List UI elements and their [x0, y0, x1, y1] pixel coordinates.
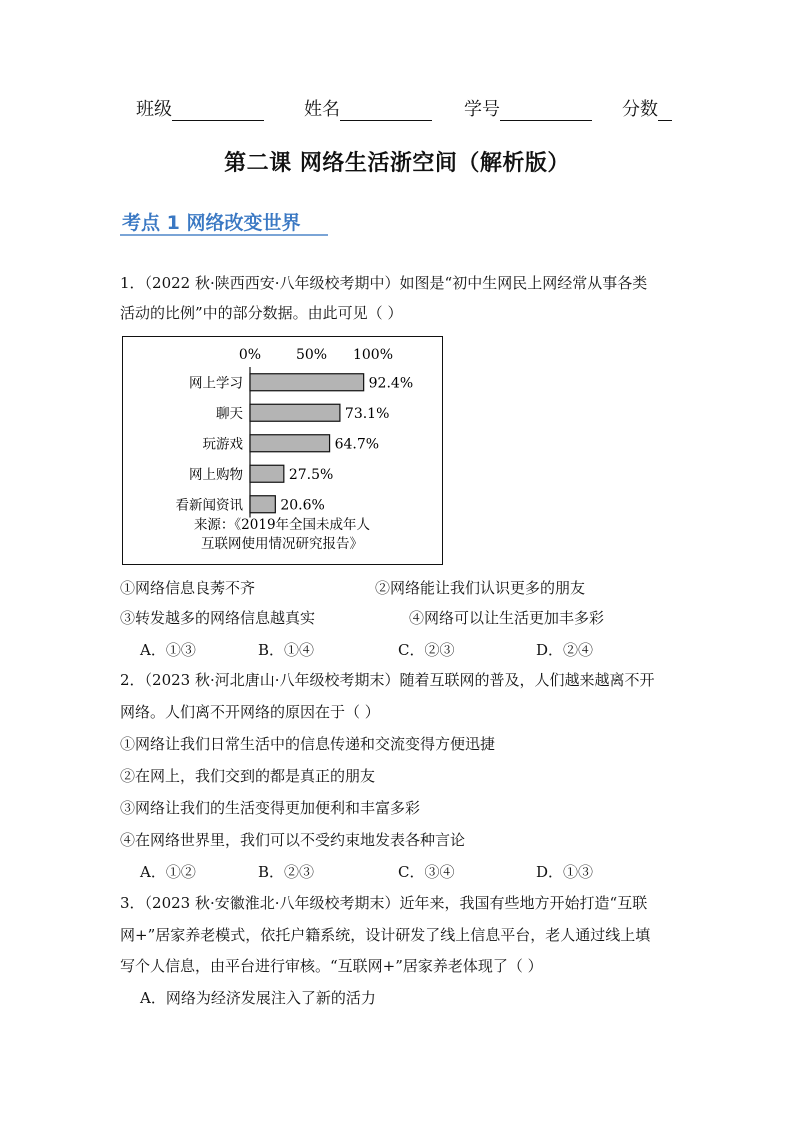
chart-category-label: 网上学习	[189, 375, 243, 392]
chart-canvas	[123, 337, 441, 563]
chart-value-label: 73.1%	[344, 405, 390, 422]
class-label: 班级	[136, 99, 172, 120]
q2-stem-line1: 2．（2023 秋·河北唐山·八年级校考期末）随着互联网的普及，人们越来越离不开	[120, 671, 655, 689]
chart-bar	[250, 496, 275, 513]
q3-choice-a[interactable]: A．网络为经济发展注入了新的活力	[140, 989, 376, 1007]
q1-choice-a[interactable]: A．①③	[140, 641, 196, 659]
q2-choice-c[interactable]: C．③④	[398, 863, 455, 881]
survey-bar-chart	[122, 336, 443, 565]
student-id-label: 学号	[464, 99, 500, 120]
chart-tick-label: 0%	[238, 347, 262, 363]
q3-stem-line2: 网+”居家养老模式，依托户籍系统，设计研发了线上信息平台，老人通过线上填	[120, 926, 651, 944]
chart-tick-label: 100%	[352, 347, 394, 363]
chart-bar	[250, 465, 284, 482]
q3-stem-line3: 写个人信息，由平台进行审核。“互联网+”居家养老体现了（ ）	[120, 957, 543, 975]
q1-option-2: ②网络能让我们认识更多的朋友	[375, 579, 586, 597]
q1-option-3: ③转发越多的网络信息越真实	[120, 609, 316, 627]
q1-stem-line2: 活动的比例”中的部分数据。由此可见（ ）	[120, 304, 403, 322]
q1-choice-b[interactable]: B．①④	[258, 641, 315, 659]
q2-choice-b[interactable]: B．②③	[258, 863, 315, 881]
score-label: 分数	[622, 99, 658, 120]
chart-value-label: 64.7%	[334, 436, 380, 453]
score-field[interactable]	[622, 95, 672, 121]
chart-category-label: 玩游戏	[202, 436, 243, 453]
chart-bar	[250, 435, 330, 452]
chart-category-label: 网上购物	[189, 466, 243, 483]
name-label: 姓名	[304, 99, 340, 120]
chart-category-label: 看新闻资讯	[175, 497, 243, 514]
chart-source-line2: 互联网使用情况研究报告》	[201, 536, 363, 552]
q3-stem-line1: 3．（2023 秋·安徽淮北·八年级校考期末）近年来，我国有些地方开始打造“互联	[120, 894, 648, 912]
chart-tick-label: 50%	[295, 347, 328, 363]
chart-category-label: 聊天	[216, 405, 243, 422]
score-blank[interactable]	[658, 100, 672, 121]
student-id-blank[interactable]	[500, 100, 592, 121]
name-blank[interactable]	[340, 100, 432, 121]
class-blank[interactable]	[172, 100, 264, 121]
q2-stem-line2: 网络。人们离不开网络的原因在于（ ）	[120, 703, 380, 721]
q2-option-4: ④在网络世界里，我们可以不受约束地发表各种言论	[120, 831, 466, 849]
student-info-header	[0, 95, 794, 125]
q1-choice-d[interactable]: D．②④	[536, 641, 594, 659]
page-title: 第二课 网络生活浙空间（解析版）	[224, 151, 570, 176]
q2-choice-d[interactable]: D．①③	[536, 863, 594, 881]
class-field[interactable]	[136, 95, 264, 121]
section-underline	[120, 234, 328, 236]
student-id-field[interactable]	[464, 95, 592, 121]
q1-stem-line1: 1．（2022 秋·陕西西安·八年级校考期中）如图是“初中生网民上网经常从事各类	[120, 274, 648, 292]
q1-option-4: ④网络可以让生活更加丰多彩	[409, 609, 605, 627]
chart-bar	[250, 374, 364, 391]
q2-option-3: ③网络让我们的生活变得更加便利和丰富多彩	[120, 799, 421, 817]
chart-bar	[250, 404, 340, 421]
section-heading: 考点 1 网络改变世界	[122, 212, 301, 234]
q1-choice-c[interactable]: C．②③	[398, 641, 455, 659]
name-field[interactable]	[304, 95, 432, 121]
q2-option-2: ②在网上，我们交到的都是真正的朋友	[120, 767, 376, 785]
chart-value-label: 20.6%	[280, 497, 325, 514]
q2-option-1: ①网络让我们日常生活中的信息传递和交流变得方便迅捷	[120, 735, 496, 753]
q2-choice-a[interactable]: A．①②	[140, 863, 196, 881]
chart-value-label: 92.4%	[368, 375, 414, 392]
chart-source-line1: 来源：《2019年全国未成年人	[193, 517, 371, 533]
q1-option-1: ①网络信息良莠不齐	[120, 579, 256, 597]
chart-value-label: 27.5%	[288, 466, 334, 483]
